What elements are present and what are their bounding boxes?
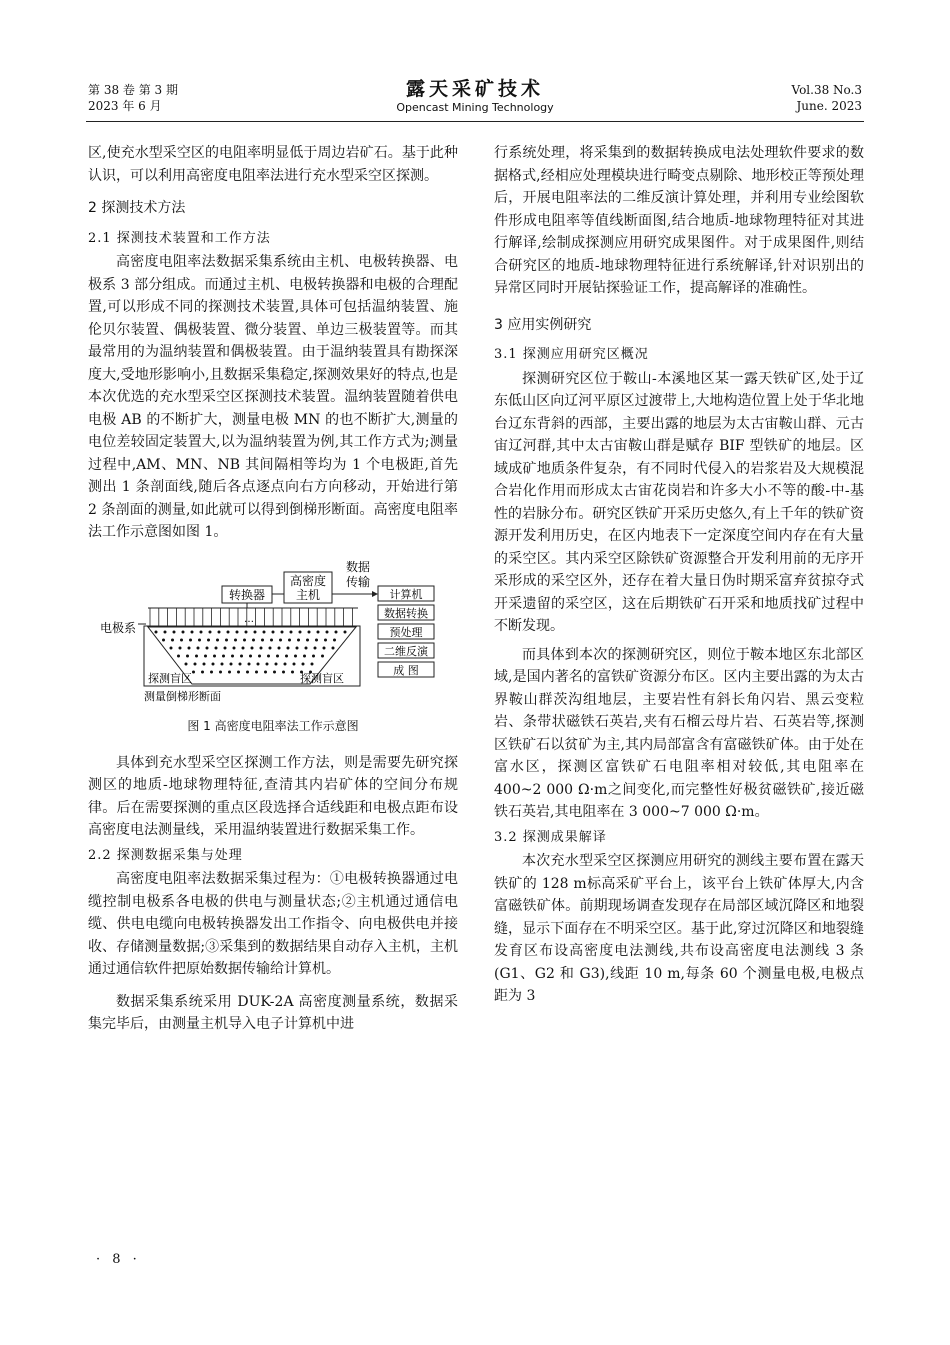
measurement-point [194, 662, 197, 665]
measurement-point [170, 646, 173, 649]
measurement-point [246, 670, 249, 673]
measurement-point [162, 638, 165, 641]
figure-1 [88, 556, 458, 712]
measurement-point [236, 630, 239, 633]
measurement-point [203, 662, 206, 665]
subsection-heading-2-1: 2.1 探测技术装置和工作方法 [88, 230, 271, 246]
measurement-point [306, 638, 309, 641]
measurement-point [186, 654, 189, 657]
measurement-point [258, 654, 261, 657]
measurement-point [281, 630, 284, 633]
step-label: 成 图 [393, 663, 419, 677]
measurement-point [155, 630, 158, 633]
right-column [494, 142, 864, 1008]
measurement-point [240, 654, 243, 657]
measurement-point [332, 646, 335, 649]
measurement-point [252, 638, 255, 641]
measurement-point [270, 638, 273, 641]
measurement-point [278, 646, 281, 649]
header-vol-en: Vol.38 No.3 [791, 83, 862, 97]
header-date-cn: 2023 年 6 月 [88, 99, 162, 113]
measurement-point [267, 654, 270, 657]
blind-zone-left: 探测盲区 [148, 671, 192, 685]
paragraph: 行系统处理，将采集到的数据转换成电法处理软件要求的数据格式,经相应处理模块进行畸变点剔除、地形校正等预处理后，开展电阻率法的二维反演计算处理，并利用专业绘图软件形成电阻率等值线断面图,结合地质-地球物理特征对其进行解译,绘制成探测应用研究成果图件。对于成果图件,则结合研究区的地质-地球物理特征进行系统解译,针对识别出的异常区同时开展钻探验证工作，提高解译的准确性。 [494, 145, 864, 296]
header-vol-issue: 第 38 卷 第 3 期 [88, 83, 178, 97]
measurement-point [191, 630, 194, 633]
measurement-point [216, 638, 219, 641]
measurement-point [200, 630, 203, 633]
measurement-point [279, 638, 282, 641]
measurement-point [275, 662, 278, 665]
measurement-point [276, 654, 279, 657]
measurement-point [290, 630, 293, 633]
measurement-point [251, 646, 254, 649]
measurement-point [212, 662, 215, 665]
header-date-en: June. 2023 [796, 99, 862, 113]
subsection-heading-3-1: 3.1 探测应用研究区概况 [494, 347, 649, 362]
paragraph: 高密度电阻率法数据采集过程为：①电极转换器通过电缆控制电极系各电极的供电与测量状态;②主机通过通信电缆、供电电缆向电极转换器发出工作指令、向电极供电并接收、存储测量数据;③采集到的数据结果自动存入主机，主机通过通信软件把原始数据传输给计算机。 [88, 871, 458, 977]
paragraph: 数据采集系统采用 DUK-2A 高密度测量系统，数据采集完毕后，由测量主机导入电子计算机中进 [88, 993, 458, 1032]
measurement-point [323, 646, 326, 649]
measurement-point [324, 638, 327, 641]
measurement-point [269, 646, 272, 649]
measurement-point [288, 638, 291, 641]
processing-steps [378, 586, 434, 677]
measurement-point [299, 630, 302, 633]
measurement-point [255, 670, 258, 673]
host-label-2: 主机 [295, 587, 321, 602]
measurement-point [213, 654, 216, 657]
measurement-point [225, 638, 228, 641]
measurement-point [249, 654, 252, 657]
measurement-point [273, 670, 276, 673]
measurement-point [294, 654, 297, 657]
journal-title: 露天采矿技术 [405, 78, 544, 100]
header-rule [86, 121, 864, 122]
measurement-point [188, 646, 191, 649]
section-heading-3: 3 应用实例研究 [494, 316, 592, 333]
subsection-heading-2-2: 2.2 探测数据采集与处理 [88, 847, 243, 863]
measurement-point [189, 638, 192, 641]
measurement-point [260, 646, 263, 649]
measurement-point [287, 646, 290, 649]
measurement-point [230, 662, 233, 665]
paragraph: 探测研究区位于鞍山-本溪地区某一露天铁矿区,处于辽东低山区向辽河平原区过渡带上,大地构造位置上处于华北地台辽东背斜的西部，主要出露的地层为太古宙鞍山群、元古宙辽河群,其中太古宙鞍山群是赋存 BIF 型铁矿的地层。区域成矿地质条件复杂，有不同时代侵入的岩浆岩及大规模混合岩化作用而形成太古宙花岗岩和许多大小不等的酸-中-基性的岩脉分布。研究区铁矿开采历史悠久,有上千年的铁矿资源开发利用历史，在区内地表下一定深度空间内存在有大量的采空区。其内采空区除铁矿资源整合开发利用前的无序开采形成的采空区外，还存在着大量日伪时期采富弃贫掠夺式开采遗留的采空区，这在后期铁矿石开采和地质找矿过程中不断发现。 [494, 370, 864, 634]
step-label: 计算机 [389, 587, 423, 601]
measurement-point [272, 630, 275, 633]
measurement-point [285, 654, 288, 657]
host-label-1: 高密度 [289, 573, 327, 588]
paragraph: 区,使充水型采空区的电阻率明显低于周边岩矿石。基于此种认识，可以利用高密度电阻率法进行充水型采空区探测。 [88, 145, 458, 184]
measurement-point [315, 638, 318, 641]
measurement-point [312, 654, 315, 657]
measurement-point [180, 638, 183, 641]
measurement-point [293, 662, 296, 665]
measurement-point [314, 646, 317, 649]
measurement-point [264, 670, 267, 673]
measurement-point [302, 662, 305, 665]
measurement-point [231, 654, 234, 657]
measurement-point [333, 638, 336, 641]
measurement-point [206, 646, 209, 649]
measurement-point [344, 630, 347, 633]
measurement-point [317, 630, 320, 633]
measurement-point [171, 638, 174, 641]
transfer-label-2: 传输 [346, 574, 371, 589]
measurement-point [237, 670, 240, 673]
arrow-head-icon [372, 591, 378, 597]
page-number: · 8 · [96, 1252, 141, 1267]
measurement-point [218, 630, 221, 633]
header-volume-en [792, 82, 863, 114]
measurement-point [239, 662, 242, 665]
measurement-point [297, 638, 300, 641]
section-heading-2: 2 探测技术方法 [88, 200, 186, 216]
paragraph: 高密度电阻率法数据采集系统由主机、电极转换器、电极系 3 部分组成。而通过主机、电极转换器和电极的合理配置,可以形成不同的探测技术装置,具体可包括温纳装置、施伦贝尔装置、偶极装置、微分装置、单边三极装置等。而其最常用的为温纳装置和偶极装置。由于温纳装置具有勘探深度大,受地形影响小,且数据采集稳定,探测效果好的特点,也是本次优选的充水型采空区探测技术装置。温纳装置随着供电电极 AB 的不断扩大，测量电极 MN 的也不断扩大,测量的电位差较固定装置大,以为温纳装置为例,其工作方式为;测量过程中,AM、MN、NB 其间隔相等均为 1 个电极距,首先测出 1 条剖面线,随后各点逐点向右方向移动，开始进行第 2 条剖面的测量,如此就可以得到倒梯形断面。高密度电阻率法工作示意图如图 1。 [88, 254, 458, 540]
measurement-point [192, 670, 195, 673]
measurement-point [284, 662, 287, 665]
measurement-point [254, 630, 257, 633]
paragraph: 而具体到本次的探测研究区，则位于鞍本地区东北部区域,是国内著名的富铁矿资源分布区。区内主要出露的为太古界鞍山群茨沟组地层，主要岩性有斜长角闪岩、黑云变粒岩、条带状磁铁石英岩,夹有石榴云母片岩、石英岩等,探测区铁矿石以贫矿为主,其内局部富含有富磁铁矿体。由于处在富水区，探测区富铁矿石电阻率相对较低,其电阻率在 400~2 000 Ω·m之间变化,而完整性好极贫磁铁矿,接近磁铁石英岩,其电阻率在 3 000~7 000 Ω·m。 [494, 646, 864, 820]
measurement-point [182, 630, 185, 633]
measurement-point [263, 630, 266, 633]
measurement-point [311, 662, 314, 665]
schematic-diagram [88, 556, 458, 704]
measurement-point [207, 638, 210, 641]
section-label: 测量倒梯形断面 [144, 689, 221, 703]
measurement-point [204, 654, 207, 657]
transfer-label-1: 数据 [346, 559, 371, 574]
measurement-point [198, 638, 201, 641]
measurement-point [233, 646, 236, 649]
measurement-point [197, 646, 200, 649]
blind-zone-right: 探测盲区 [300, 671, 344, 685]
measurement-point [185, 662, 188, 665]
measurement-point [179, 646, 182, 649]
measurement-point [282, 670, 285, 673]
left-column [88, 142, 458, 1036]
electrode-ellipsis: … [244, 613, 254, 625]
figure-caption: 图 1 高密度电阻率法工作示意图 [187, 719, 359, 733]
measurement-point [242, 646, 245, 649]
measurement-point [321, 654, 324, 657]
measurement-point [257, 662, 260, 665]
measurement-point [228, 670, 231, 673]
measurement-point [210, 670, 213, 673]
measurement-point [234, 638, 237, 641]
paragraph: 本次充水型采空区探测应用研究的测线主要布置在露天铁矿的 128 m标高采矿平台上，该平台上铁矿体厚大,内含富磁铁矿体。前期现场调查发现存在局部区域沉降区和地裂缝，显示下面存在不明采空区。基于此,穿过沉降区和地裂缝发育区布设高密度电法测线,共布设高密度电法测线 3 条(G1、G2 和 G3),线距 10 m,每条 60 个测量电极,电极点距为 3 [494, 853, 864, 1004]
measurement-point [243, 638, 246, 641]
measurement-point [227, 630, 230, 633]
measurement-point [219, 670, 222, 673]
measurement-point [222, 654, 225, 657]
measurement-points [155, 630, 347, 673]
measurement-point [173, 630, 176, 633]
measurement-point [248, 662, 251, 665]
measurement-point [245, 630, 248, 633]
step-label: 数据转换 [384, 606, 428, 620]
measurement-point [201, 670, 204, 673]
measurement-point [195, 654, 198, 657]
measurement-point [224, 646, 227, 649]
measurement-point [266, 662, 269, 665]
measurement-point [221, 662, 224, 665]
measurement-point [164, 630, 167, 633]
paragraph: 具体到充水型采空区探测工作方法，则是需要先研究探测区的地质-地球物理特征,查清其内岩矿体的空间分布规律。后在需要探测的重点区段选择合适线距和电极点距布设高密度电法测量线，采用温纳装置进行数据采集工作。 [88, 754, 458, 838]
measurement-point [308, 630, 311, 633]
measurement-point [291, 670, 294, 673]
step-label: 二维反演 [384, 644, 428, 658]
measurement-point [209, 630, 212, 633]
measurement-point [296, 646, 299, 649]
step-label: 预处理 [389, 625, 423, 639]
subsection-heading-3-2: 3.2 探测成果解译 [494, 829, 607, 845]
measurement-point [305, 646, 308, 649]
journal-subtitle: Opencast Mining Technology [396, 101, 554, 114]
measurement-point [335, 630, 338, 633]
measurement-point [326, 630, 329, 633]
measurement-point [303, 654, 306, 657]
measurement-point [177, 654, 180, 657]
measurement-point [215, 646, 218, 649]
converter-label: 转换器 [228, 587, 266, 602]
measurement-point [261, 638, 264, 641]
electrode-label: 电极系 [100, 620, 137, 635]
